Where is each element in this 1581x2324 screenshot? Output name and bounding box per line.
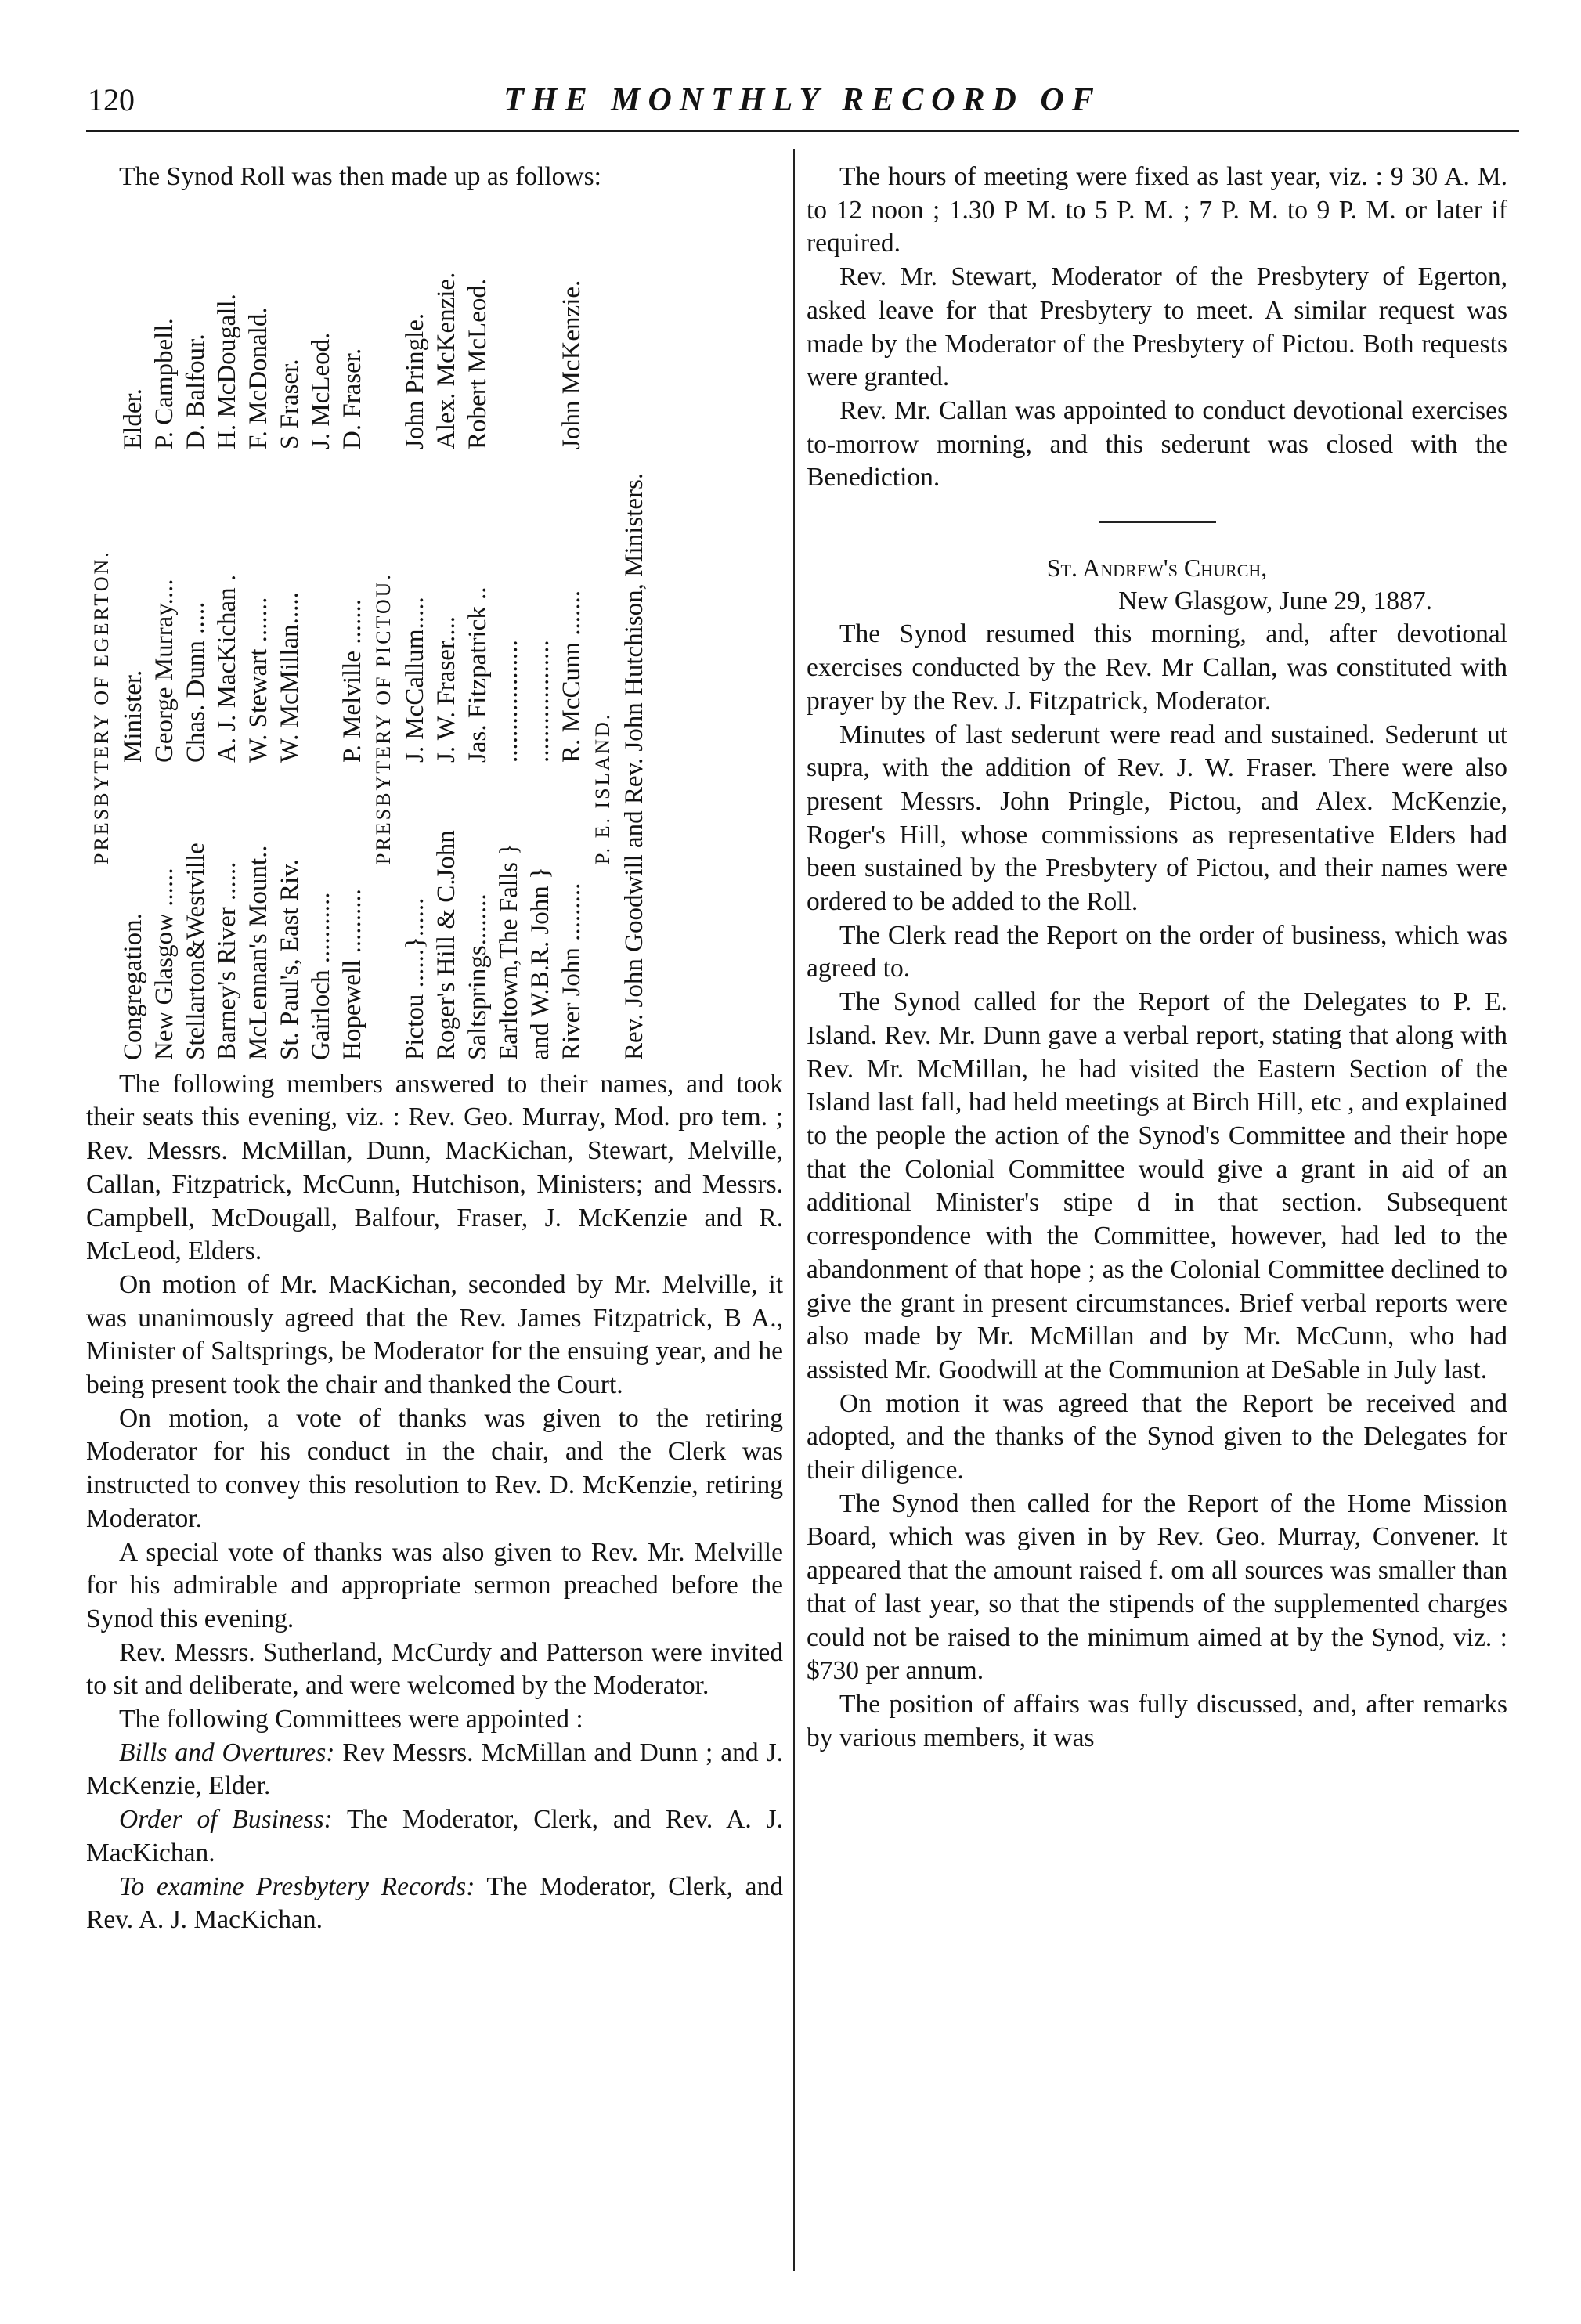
roll-minister: A. J. MacKichan . (213, 574, 241, 763)
roll-elder: John Pringle. (401, 312, 429, 449)
roll-minister: P. Melville ....... (338, 598, 366, 763)
section-rule (1099, 521, 1216, 523)
roll-congregation: Hopewell .......... (338, 888, 366, 1060)
page-number: 120 (88, 82, 135, 117)
roll-footer-line (619, 199, 650, 1060)
roll-minister: J. McCallum..... (401, 596, 429, 763)
roll-row (305, 199, 337, 1060)
presbytery-heading: PRESBYTERY OF PICTOU. (372, 572, 395, 864)
roll-row (525, 199, 556, 1060)
roll-minister: W. Stewart ....... (244, 597, 273, 763)
committee-title: To examine Presbytery Records: (119, 1871, 475, 1901)
roll-elder: Robert McLeod. (464, 278, 492, 449)
paragraph: The position of affairs was fully discussed, and, after remarks by various members, it was (807, 1689, 1507, 1752)
section-date: New Glasgow, June 29, 1887. (1118, 586, 1432, 615)
roll-elder: John McKenzie. (558, 280, 586, 449)
roll-elder: P. Campbell. (150, 317, 179, 449)
roll-row (243, 199, 274, 1060)
header-minister: Minister. (119, 669, 147, 763)
paragraph: The following members answered to their names, and took their seats this evening, viz. : Rev. Geo. Murray, Mod. pro tem. ; Rev. Messrs. McMillan, Dunn, MacKichan, Stewart, Melville, Callan, Fitzpatrick, McCunn, Hutchison, Ministers; and Messrs. Campbell, McDougall, Balfour, Fraser, J. McKenzie and R. McLeod, Elders. (86, 1069, 783, 1266)
roll-row (493, 199, 525, 1060)
roll-minister: Chas. Dunn ..... (182, 601, 210, 763)
synod-roll (86, 199, 783, 1060)
header-rule (86, 130, 1519, 132)
paragraph: Rev. Mr. Callan was appointed to conduct devotional exercises to-morrow morning, and this sederunt was closed with the Benediction. (807, 395, 1507, 493)
roll-congregation: Saltsprings........ (464, 893, 492, 1060)
roll-minister: ................... (495, 639, 523, 763)
section-title: St. Andrew's Church, (1046, 554, 1268, 583)
paragraph: The Synod then called for the Report of the Home Mission Board, which was given in by Rev. Geo. Murray, Convener. It appeared that the amount raised f. om all sources was smaller than that of last year, so that the stipends of the supplemented charges could not be raised to the minimum aimed at by the Synod, viz. : $730 per annum. (807, 1489, 1507, 1686)
committee-title: Bills and Overtures: (119, 1738, 335, 1767)
presbytery-heading: PRESBYTERY OF EGERTON. (90, 549, 113, 864)
right-column (807, 161, 1507, 1755)
roll-congregation: Barney's River ...... (213, 861, 241, 1060)
roll-minister: W. McMillan..... (276, 591, 304, 763)
roll-minister (305, 449, 337, 763)
paragraph: Rev. Mr. Stewart, Moderator of the Presbytery of Egerton, asked leave for that Presbytery to meet. A similar request was made by the Moderator of the Presbytery of Pictou. Both requests were granted. (807, 262, 1507, 392)
committee-text: The Moderator, Clerk, and Rev. A. J. MacKichan. (86, 1871, 783, 1935)
roll-row (337, 199, 368, 1060)
left-column (86, 161, 783, 1937)
roll-row (556, 199, 587, 1060)
page-header (86, 78, 1519, 125)
roll-congregation: New Glasgow ...... (150, 868, 179, 1060)
paragraph: The hours of meeting were fixed as last year, viz. : 9 30 A. M. to 12 noon ; 1.30 P M. to 5 P. M. ; 7 P. M. to 9 P. M. or later if required. (807, 162, 1507, 258)
roll-elder: D. Fraser. (338, 348, 366, 449)
header-elder: Elder. (119, 388, 147, 449)
roll-congregation: and W.B.R. John } (526, 866, 554, 1060)
paragraph: The Clerk read the Report on the order of business, which was agreed to. (807, 920, 1507, 983)
paragraph: On motion, a vote of thanks was given to the retiring Moderator for his conduct in the chair, and the Clerk was instructed to convey this resolution to Rev. D. McKenzie, retiring Moderator. (86, 1403, 783, 1533)
paragraph: The Synod called for the Report of the Delegates to P. E. Island. Rev. Mr. Dunn gave a verbal report, stating that along with Rev. Mr. McMillan, he had visited the Eastern Section of the Island last fall, had held meetings at Birch Hill, etc , and explained to the people the action of the Synod's Committee and their hope that the Colonial Committee would give a grant in aid of an additional Minister's stipe d in that section. Subsequent correspondence with the Committee, however, had led to the abandonment of that hope ; as the Colonial Committee declined to give the grant in present circumstances. Brief verbal reports were also made by Mr. McMillan and by Mr. McCunn, who had assisted Mr. Goodwill at the Communion at DeSable in July last. (807, 987, 1507, 1384)
roll-row (431, 199, 462, 1060)
roll-row (399, 199, 431, 1060)
roll-row (462, 199, 493, 1060)
roll-elder: F. McDonald. (244, 307, 273, 449)
committee-entry (86, 1871, 783, 1937)
column-divider (793, 149, 795, 2271)
roll-minister: J. W. Fraser.... (432, 615, 460, 763)
roll-elder: Alex. McKenzie. (432, 272, 460, 449)
paragraph: The Synod resumed this morning, and, after devotional exercises conducted by the Rev. Mr Callan, was constituted with prayer by the Rev. J. Fitzpatrick, Moderator. (807, 619, 1507, 716)
roll-elder (525, 199, 556, 449)
synod-roll-rotated (86, 199, 783, 1060)
paragraph: The following Committees were appointed : (119, 1705, 583, 1734)
roll-congregation: Pictou ......}...... (401, 897, 429, 1060)
roll-minister: ................... (526, 639, 554, 763)
roll-row (274, 199, 305, 1060)
roll-intro: The Synod Roll was then made up as follows: (119, 162, 601, 191)
roll-congregation: Gairloch ........... (307, 892, 335, 1060)
roll-header-row (117, 199, 149, 1060)
presbytery-heading: P. E. ISLAND. (591, 712, 614, 864)
roll-minister: George Murray.... (150, 579, 179, 763)
committee-entry (86, 1803, 783, 1870)
committee-entry (86, 1737, 783, 1803)
roll-elder: D. Balfour. (182, 334, 210, 449)
paragraph: On motion it was agreed that the Report be received and adopted, and the thanks of the Synod given to the Delegates for their diligence. (807, 1388, 1507, 1485)
roll-congregation: Roger's Hill & C.John (432, 829, 460, 1060)
paragraph: Rev. Messrs. Sutherland, McCurdy and Patterson were invited to sit and deliberate, and were welcomed by the Moderator. (86, 1637, 783, 1701)
roll-row (211, 199, 243, 1060)
roll-elder (493, 199, 525, 449)
roll-footer-text: Rev. John Goodwill and Rev. John Hutchison, Ministers. (620, 472, 648, 1060)
paragraph: Minutes of last sederunt were read and sustained. Sederunt ut supra, with the addition of Rev. J. W. Fraser. There were also present Messrs. John Pringle, Pictou, and Alex. McKenzie, Roger's Hill, whose commissions as representative Elders had been sustained by the Presbytery of Pictou, and their names were ordered to be added to the Roll. (807, 720, 1507, 917)
paragraph: A special vote of thanks was also given to Rev. Mr. Melville for his admirable and appropriate sermon preached before the Synod this evening. (86, 1537, 783, 1633)
header-congregation: Congregation. (119, 912, 147, 1060)
roll-elder: H. McDougall. (213, 293, 241, 449)
paragraph: On motion of Mr. MacKichan, seconded by Mr. Melville, it was unanimously agreed that the Rev. James Fitzpatrick, B A., Minister of Saltsprings, be Moderator for the ensuing year, and he being present took the chair and thanked the Court. (86, 1269, 783, 1400)
roll-congregation: McLennan's Mount.. (244, 845, 273, 1060)
roll-minister: R. McCunn ....... (558, 590, 586, 763)
roll-elder: J. McLeod. (307, 332, 335, 449)
roll-congregation: River John ......... (558, 882, 586, 1060)
roll-congregation: Stellarton&Westville (182, 842, 210, 1060)
committee-text: The Moderator, Clerk, and Rev. A. J. MacKichan. (86, 1805, 783, 1868)
running-title: THE MONTHLY RECORD OF (504, 82, 1102, 118)
committee-text: Rev Messrs. McMillan and Dunn ; and J. McKenzie, Elder. (86, 1738, 783, 1801)
roll-congregation: Earltown,The Falls } (495, 843, 523, 1060)
roll-elder: S Fraser. (276, 359, 304, 449)
roll-minister: Jas. Fitzpatrick .. (464, 586, 492, 763)
roll-row (149, 199, 180, 1060)
roll-row (180, 199, 211, 1060)
committee-title: Order of Business: (119, 1805, 333, 1835)
roll-congregation: St. Paul's, East Riv. (276, 858, 304, 1060)
